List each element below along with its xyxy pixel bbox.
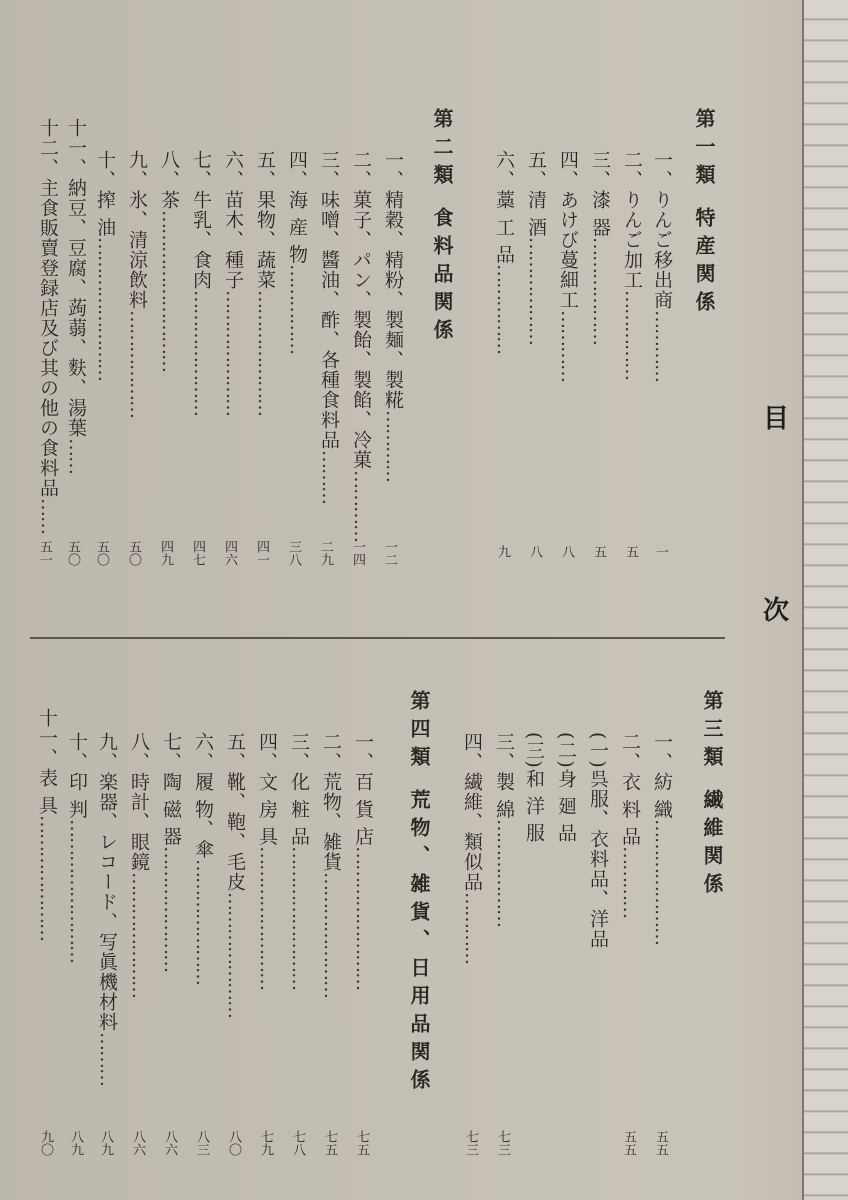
toc-leader: …………	[557, 310, 579, 382]
toc-leader: ……………	[286, 264, 308, 355]
toc-item	[489, 732, 518, 927]
toc-leader: ………………	[589, 237, 611, 346]
toc-item-label: 一、りんご移出商	[651, 150, 673, 310]
toc-item	[92, 732, 121, 1086]
toc-item	[62, 732, 91, 963]
toc-item	[583, 732, 612, 949]
toc-item-label: 九、氷、清涼飲料	[126, 150, 148, 310]
toc-item-label: 三、製 綿	[493, 732, 515, 820]
page-number: 四六	[222, 540, 237, 566]
toc-item-label: 十一、表 具	[36, 708, 58, 816]
toc-item-label: 六、履 物、傘	[192, 732, 214, 860]
toc-item	[314, 150, 343, 504]
page-number: 五一	[37, 540, 52, 566]
page-number: 八九	[68, 1130, 83, 1156]
page-number: 五〇	[126, 540, 141, 566]
toc-item	[615, 732, 644, 918]
section1-heading: 第一類 特産関係	[692, 108, 716, 319]
toc-item-label: 二、菓子、パン、製飴、製餡、冷菓	[350, 150, 372, 470]
toc-leader: …………	[619, 846, 641, 919]
section3-heading: 第三類 繊維関係	[700, 690, 724, 901]
page-number: 三八	[286, 540, 301, 566]
page-number: 七五	[322, 1130, 337, 1156]
page-number: 九	[495, 545, 510, 558]
toc-item-label: 三、漆 器	[589, 150, 611, 238]
toc-item	[61, 118, 90, 474]
toc-leader: …………	[382, 410, 404, 482]
toc-item-label: 三、化 粧 品	[288, 732, 310, 847]
page-number: 五	[623, 545, 638, 558]
toc-item	[553, 150, 582, 382]
toc-leader: ……	[37, 498, 59, 534]
page-number: 八	[559, 545, 574, 558]
page-number: 八六	[162, 1130, 177, 1156]
toc-item-label: 二、りんご加工	[621, 150, 643, 290]
page-number: 五〇	[94, 540, 109, 566]
section-divider	[30, 637, 725, 639]
toc-item	[585, 150, 614, 345]
toc-leader: ………………	[493, 819, 515, 928]
page-number: 五	[591, 545, 606, 558]
toc-item	[519, 732, 548, 843]
page-number: 一四	[350, 540, 365, 566]
toc-item-label: (一)呉服、衣料品、洋品	[587, 732, 609, 949]
page-number: 七三	[463, 1130, 478, 1156]
toc-item	[647, 150, 676, 382]
toc-leader: ……………	[493, 264, 515, 355]
toc-item	[457, 732, 486, 964]
toc-item	[282, 150, 311, 354]
toc-item-label: 一、百 貨 店	[352, 732, 374, 847]
page-number: 五五	[653, 1130, 668, 1156]
page-number: 八三	[194, 1130, 209, 1156]
toc-item-label: 四、文 房 具	[256, 732, 278, 847]
page-number: 一	[653, 545, 668, 558]
toc-item	[551, 732, 580, 843]
toc-item	[32, 708, 61, 941]
toc-item	[348, 732, 377, 990]
toc-item	[156, 732, 185, 972]
page-number: 八九	[98, 1130, 113, 1156]
toc-item-label: 四、海 産 物	[286, 150, 308, 265]
toc-item-label: 四、繊維、類似品	[461, 732, 483, 892]
toc-item-label: 一、精穀、精粉、製麺、製糀	[382, 150, 404, 410]
toc-leader: …………………	[224, 892, 246, 1018]
toc-leader: …………………	[36, 815, 58, 942]
toc-item	[186, 150, 215, 416]
toc-item-label: (二)身 廻 品	[555, 732, 577, 843]
toc-item-label: 十一、納豆、豆腐、蒟蒻、麩、湯葉	[65, 118, 87, 438]
toc-leader: ………	[96, 1032, 118, 1086]
toc-leader: …………………	[192, 859, 214, 986]
page-number: 八〇	[226, 1130, 241, 1156]
toc-leader: ……………………	[256, 846, 278, 991]
toc-item	[250, 150, 279, 416]
toc-item-label: 六、藁 工 品	[493, 150, 515, 265]
toc-leader: …………………	[254, 290, 276, 416]
page-number: 八六	[130, 1130, 145, 1156]
toc-leader: ……	[65, 438, 87, 474]
page-number: 七九	[258, 1130, 273, 1156]
page-number: 七三	[495, 1130, 510, 1156]
toc-item	[316, 732, 345, 998]
toc-item	[346, 150, 375, 542]
toc-item	[647, 732, 676, 945]
page-number: 四九	[158, 540, 173, 566]
toc-item-label: 五、果物、蔬菜	[254, 150, 276, 290]
toc-item-label: 十、印 判	[66, 732, 88, 820]
toc-leader: ………………	[126, 310, 148, 418]
toc-item-label: 六、苗木、種子	[222, 150, 244, 290]
toc-item	[489, 150, 518, 354]
toc-leader: ………	[318, 450, 340, 504]
toc-item-label: 五、清 酒	[525, 150, 547, 238]
toc-item	[154, 150, 183, 372]
page-number: 五〇	[65, 540, 80, 566]
toc-item	[188, 732, 217, 985]
section2-heading: 第二類 食料品関係	[430, 108, 454, 347]
toc-leader: …………………	[160, 846, 182, 973]
toc-item	[33, 118, 62, 534]
toc-leader: …………	[651, 310, 673, 382]
page-number: 四一	[254, 540, 269, 566]
toc-item	[90, 150, 119, 381]
section4-heading: 第四類 荒物、雑貨、日用品関係	[407, 690, 431, 1097]
toc-item-label: 七、陶 磁 器	[160, 732, 182, 847]
page-number: 五五	[621, 1130, 636, 1156]
toc-item-label: 四、あけび蔓細工	[557, 150, 579, 310]
toc-leader: ……………………	[352, 846, 374, 991]
toc-title-char-2: 次	[763, 596, 790, 626]
toc-leader: …………………	[320, 872, 342, 998]
toc-leader: ……………………	[288, 846, 310, 991]
page-number: 四七	[190, 540, 205, 566]
toc-item-label: 八、時計、眼鏡	[128, 732, 150, 872]
page-number: 七五	[354, 1130, 369, 1156]
toc-leader: …………………	[128, 872, 150, 998]
toc-item-label: 七、牛乳、食肉	[190, 150, 212, 290]
toc-leader: …………	[350, 470, 372, 542]
toc-item	[220, 732, 249, 1018]
toc-item	[252, 732, 281, 990]
toc-item-label: 五、靴、鞄、毛皮	[224, 732, 246, 892]
toc-leader: ………………	[525, 237, 547, 346]
toc-leader: …………………	[222, 290, 244, 416]
toc-item	[617, 150, 646, 380]
toc-item-label: (三)和 洋 服	[523, 732, 545, 843]
toc-item-label: 二、衣 料 品	[619, 732, 641, 847]
page-number: 七八	[290, 1130, 305, 1156]
toc-item	[378, 150, 407, 482]
toc-item	[218, 150, 247, 416]
toc-leader: ……………………	[66, 819, 88, 964]
toc-leader: ……………	[621, 290, 643, 380]
page-number: 八	[527, 545, 542, 558]
toc-item-label: 十二、主食販賣登録店及び其の他の食料品	[37, 118, 59, 498]
toc-item-label: 九、楽器、レコード、写眞機材料	[96, 732, 118, 1032]
toc-leader: …………	[461, 892, 483, 964]
toc-item-label: 八、茶	[158, 150, 180, 210]
toc-item-label: 一、紡 織	[651, 732, 673, 820]
toc-item-label: 二、荒物、雑貨	[320, 732, 342, 872]
toc-item-label: 十、搾 油	[94, 150, 116, 238]
page-number: 一二	[382, 540, 397, 566]
toc-leader: …………………	[190, 290, 212, 416]
toc-item	[122, 150, 151, 418]
page-number: 九〇	[38, 1130, 53, 1156]
book-edge-illustration	[802, 0, 848, 1200]
toc-leader: ………………………	[158, 210, 180, 372]
toc-item	[521, 150, 550, 345]
toc-title-char-1: 目	[763, 404, 790, 434]
toc-leader: ……………………	[94, 237, 116, 382]
toc-item	[284, 732, 313, 990]
toc-item-label: 三、味噌、醬油、酢、各種食料品	[318, 150, 340, 450]
toc-item	[124, 732, 153, 998]
page-number: 二九	[318, 540, 333, 566]
toc-leader: …………………	[651, 819, 673, 946]
